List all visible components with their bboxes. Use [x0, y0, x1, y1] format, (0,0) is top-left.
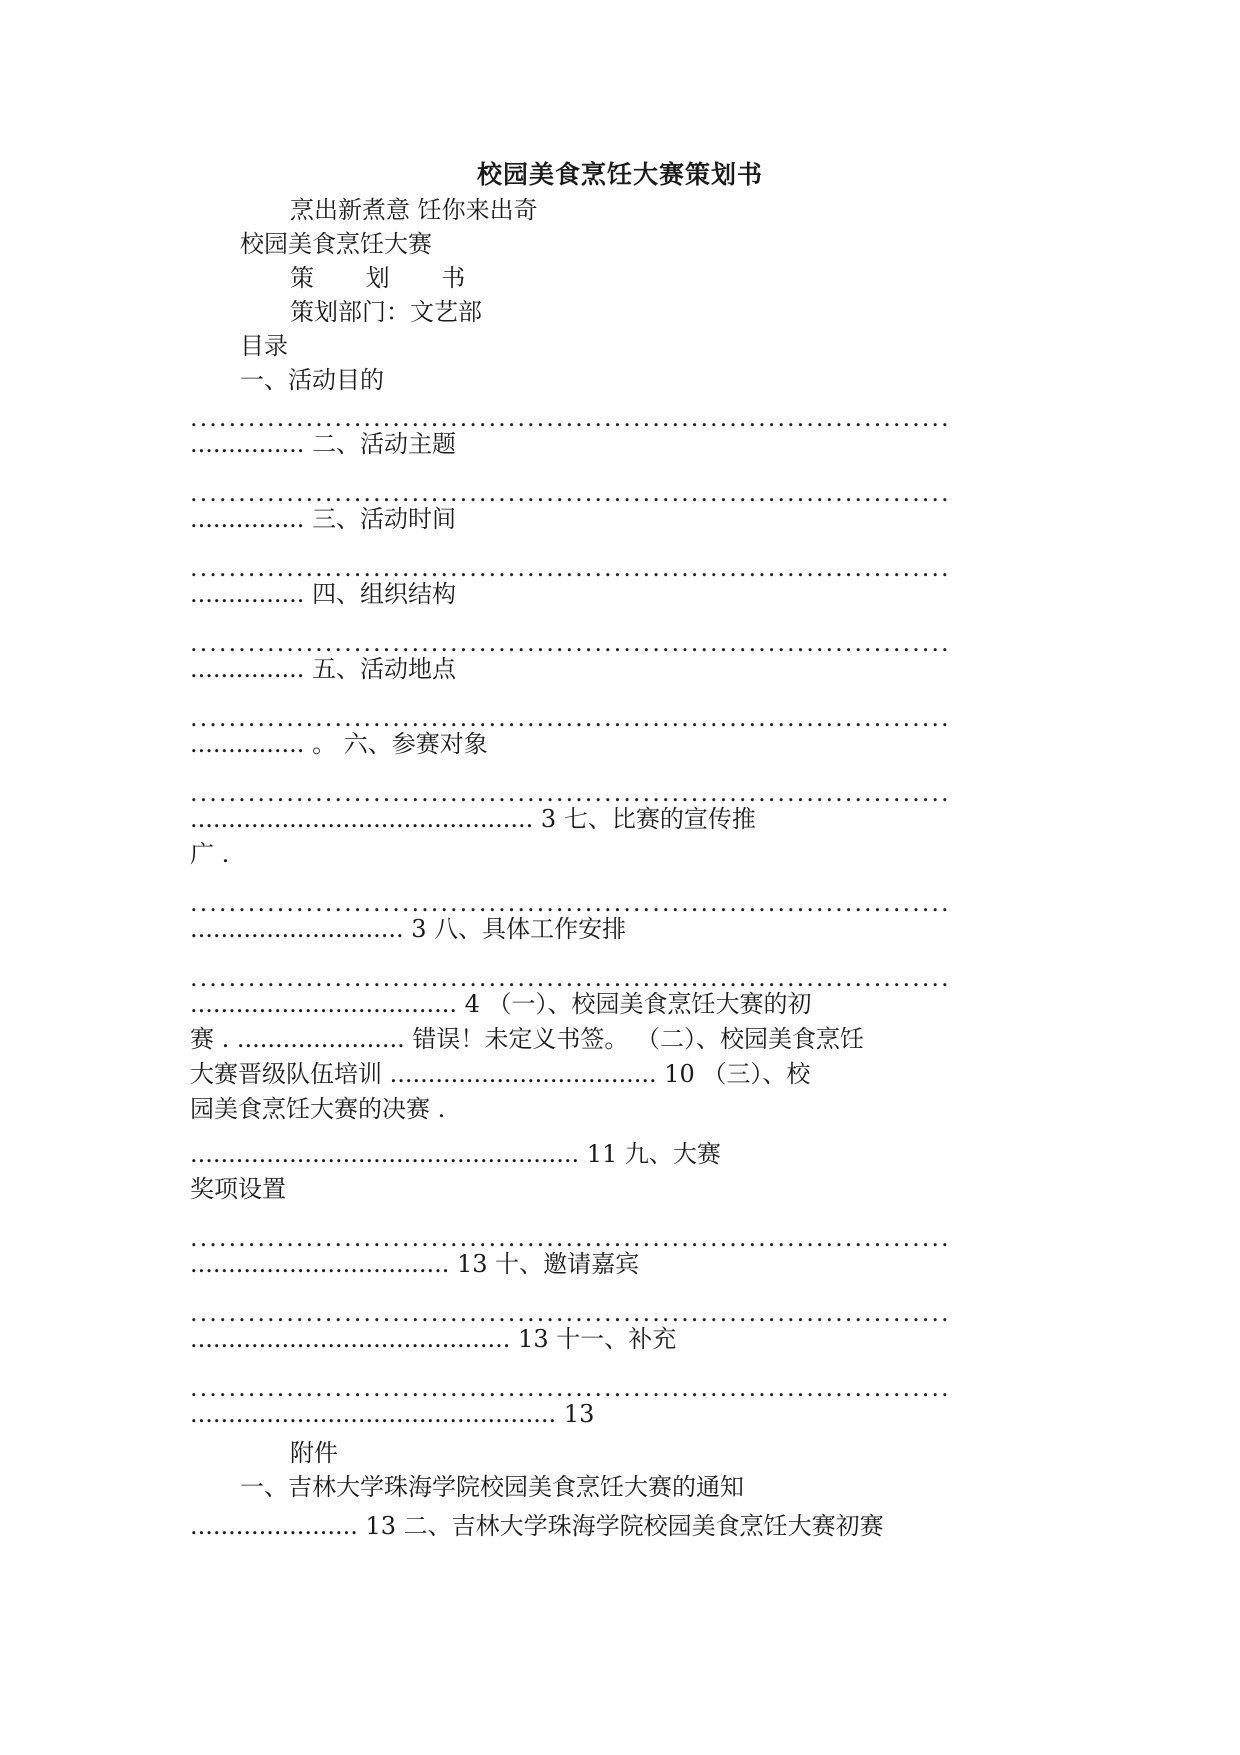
toc-line: ...............................................................................: [190, 479, 951, 507]
toc-line: ................................... 4 （一）、校园美食烹饪大赛的初: [190, 990, 812, 1018]
toc-line: ...............................................................................: [190, 404, 951, 432]
toc-line: ...............................................................................: [190, 629, 951, 657]
slogan: 烹出新煮意 饪你来出奇: [290, 196, 538, 224]
appendix-heading: 附件: [290, 1439, 338, 1467]
toc-line: ...............................................................................: [190, 889, 951, 917]
toc-line: ............... 。 六、参赛对象: [190, 730, 488, 758]
toc-line: ...............................................................................: [190, 704, 951, 732]
toc-line: ...............................................................................: [190, 1374, 951, 1402]
event-name: 校园美食烹饪大赛: [240, 230, 432, 258]
toc-line: ............... 三、活动时间: [190, 505, 457, 533]
toc-line: ...............................................................................: [190, 964, 951, 992]
toc-line: ............... 五、活动地点: [190, 655, 457, 683]
document-title: 校园美食烹饪大赛策划书: [476, 160, 763, 189]
toc-line: ............... 四、组织结构: [190, 580, 457, 608]
toc-line: 大赛晋级队伍培训 ................................... 10 （三）、校: [190, 1060, 811, 1088]
toc-line: 广 .: [190, 840, 230, 868]
toc-line: ...............................................................................: [190, 1224, 951, 1252]
toc-line: ...............................................................................: [190, 1299, 951, 1327]
toc-line: ................................................ 13: [190, 1400, 595, 1428]
toc-line: .................................. 13 十、邀请嘉宾: [190, 1250, 640, 1278]
plan-label: 策 划 书: [290, 264, 488, 292]
toc-line: ............... 二、活动主题: [190, 430, 457, 458]
toc-line: ................................................... 11 九、大赛: [190, 1140, 721, 1168]
toc-line: 赛 . ...................... 错误！未定义书签。 （二）、校园美食烹饪: [190, 1025, 864, 1053]
toc-line: ...............................................................................: [190, 554, 951, 582]
toc-heading: 目录: [240, 332, 288, 360]
department-line: 策划部门：文艺部: [290, 298, 482, 326]
toc-line: ............................ 3 八、具体工作安排: [190, 915, 627, 943]
toc-line: 奖项设置: [190, 1175, 286, 1203]
appendix-item: ...................... 13 二、吉林大学珠海学院校园美食烹饪大赛初赛: [190, 1512, 884, 1540]
toc-line: .......................................... 13 十一、补充: [190, 1325, 677, 1353]
toc-line: 一、活动目的: [240, 366, 384, 394]
toc-line: ...............................................................................: [190, 779, 951, 807]
toc-line: 园美食烹饪大赛的决赛 .: [190, 1095, 446, 1123]
appendix-item: 一、吉林大学珠海学院校园美食烹饪大赛的通知: [240, 1473, 744, 1501]
toc-line: ............................................. 3 七、比赛的宣传推: [190, 805, 756, 833]
